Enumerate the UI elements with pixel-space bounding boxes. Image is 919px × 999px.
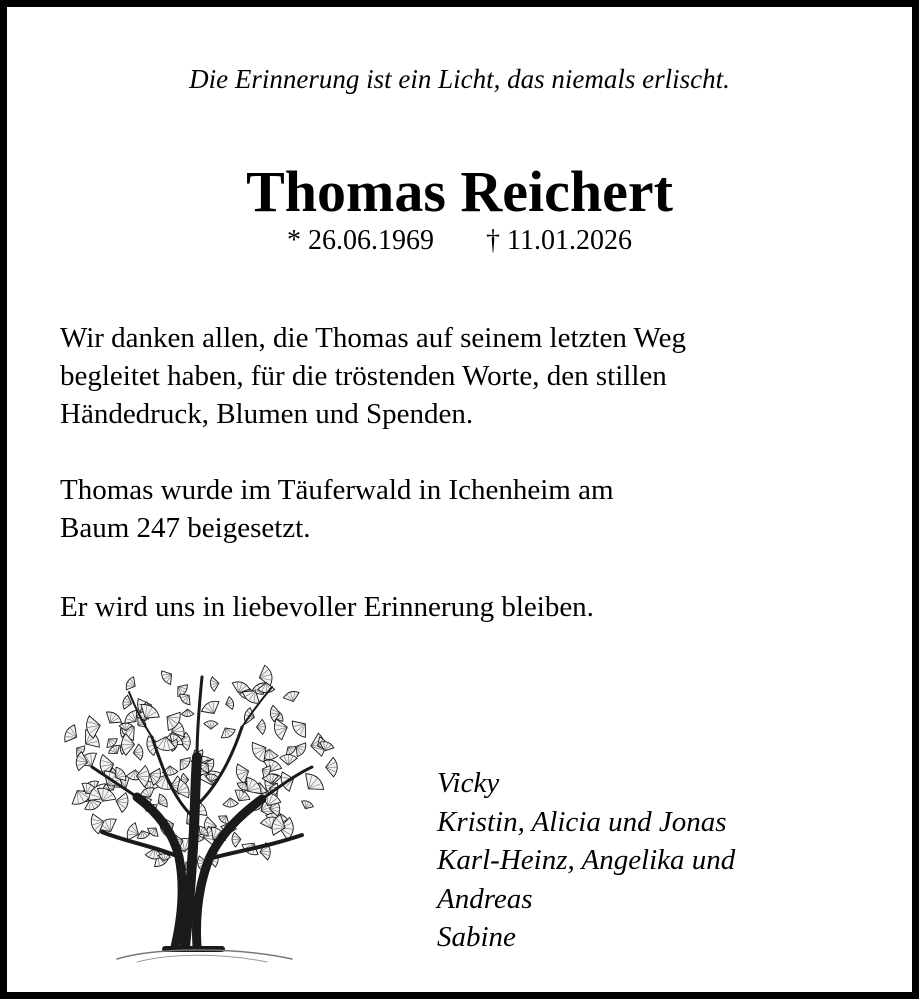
birth-date: * 26.06.1969 xyxy=(287,225,435,256)
mourner-line: Andreas xyxy=(437,882,533,915)
tree-illustration xyxy=(57,647,342,967)
text-line: Händedruck, Blumen und Spenden. xyxy=(60,398,474,430)
burial-paragraph xyxy=(60,471,780,547)
mourner-line: Karl-Heinz, Angelika und xyxy=(437,844,736,876)
thanks-paragraph xyxy=(60,319,780,433)
text-line: begleitet haben, für die tröstenden Worte, den stillen xyxy=(60,360,667,392)
motto-text: Die Erinnerung ist ein Licht, das niemals erlischt. xyxy=(189,64,730,94)
text-line: Wir danken allen, die Thomas auf seinem letzten Weg xyxy=(60,322,686,354)
mourner-line: Sabine xyxy=(437,921,516,953)
mourner-line: Kristin, Alicia und Jonas xyxy=(437,805,727,838)
remembrance-paragraph xyxy=(60,588,780,626)
text-line: Er wird uns in liebevoller Erinnerung bleiben. xyxy=(60,591,594,623)
deceased-name: Thomas Reichert xyxy=(246,159,673,224)
mourners-list xyxy=(437,764,735,957)
mourner-line: Vicky xyxy=(437,767,500,799)
text-line: Thomas wurde im Täuferwald in Ichenheim am xyxy=(60,474,614,506)
life-dates xyxy=(7,225,912,257)
text-line: Baum 247 beigesetzt. xyxy=(60,512,311,544)
death-date: † 11.01.2026 xyxy=(486,225,632,256)
